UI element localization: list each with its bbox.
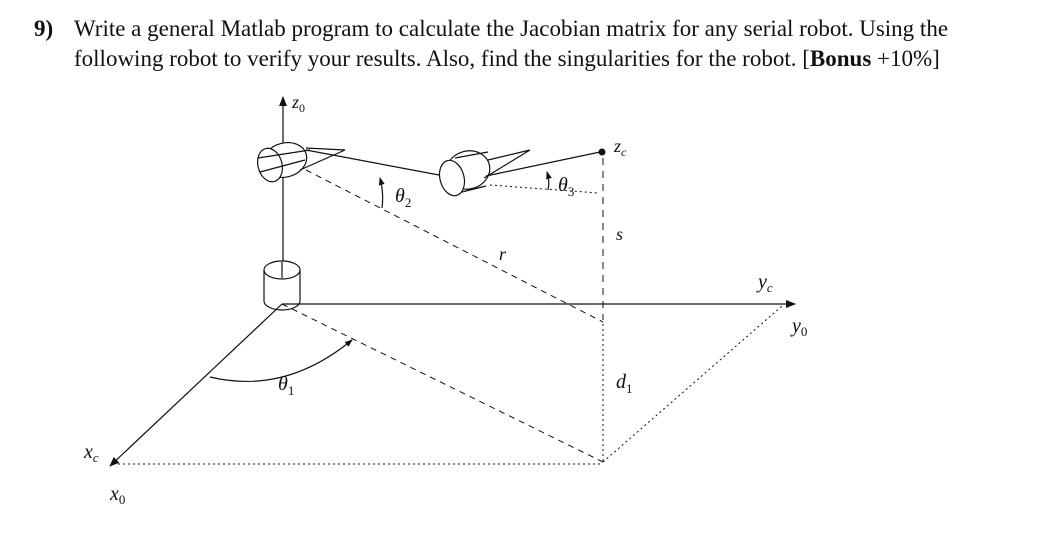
label-theta2: $\theta_2$ bbox=[395, 185, 412, 210]
label-d1: $d_1$ bbox=[616, 371, 633, 396]
question-number: 9) bbox=[34, 16, 54, 41]
label-zc: $z_c$ bbox=[614, 136, 627, 159]
ground-projection-dashed bbox=[282, 304, 603, 462]
bonus-word: Bonus bbox=[809, 46, 872, 71]
theta3-arrow bbox=[547, 172, 549, 190]
x0-axis bbox=[110, 304, 282, 466]
label-s: s bbox=[616, 224, 624, 244]
theta2-arrow bbox=[380, 178, 383, 208]
label-theta3: $\theta_3$ bbox=[558, 174, 575, 199]
question-line-1-text: Write a general Matlab program to calculate the Jacobian matrix for any serial robot. Using the bbox=[74, 16, 949, 41]
link-3 bbox=[486, 152, 600, 176]
label-y0: $y_0$ bbox=[792, 315, 808, 339]
label-r: r bbox=[499, 244, 507, 264]
theta3-reference-dotted bbox=[490, 185, 598, 193]
question-line-2-post: +10%] bbox=[871, 46, 940, 71]
elbow-joint bbox=[436, 146, 530, 199]
label-x0: $x_0$ bbox=[110, 483, 126, 507]
label-xc: $x_c$ bbox=[84, 441, 99, 465]
shoulder-joint bbox=[254, 138, 345, 185]
label-theta1: $\theta_1$ bbox=[278, 373, 295, 398]
link-2 bbox=[306, 150, 455, 178]
label-yc: $y_c$ bbox=[758, 271, 773, 295]
base-cylinder bbox=[264, 261, 300, 310]
end-effector-point bbox=[599, 149, 606, 156]
question-line-2-pre: following robot to verify your results. Also, find the singularities for the robot. [ bbox=[74, 46, 810, 71]
label-z0: $z_0$ bbox=[292, 92, 306, 115]
